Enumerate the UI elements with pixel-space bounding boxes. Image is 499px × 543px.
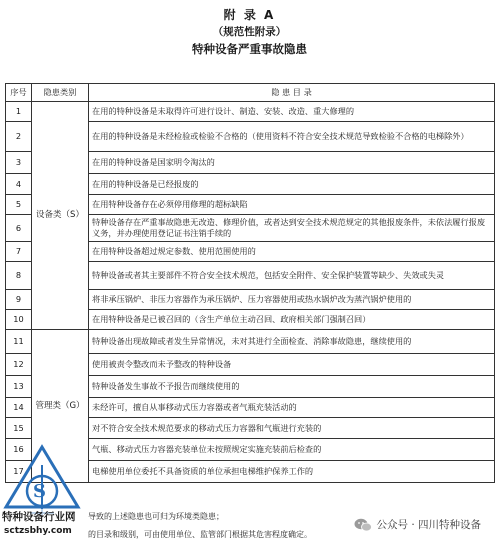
row-text: 在用特种设备超过规定参数、使用范围使用的 (89, 242, 495, 262)
public-account-text: 公众号 · 四川特种设备 (376, 519, 481, 531)
row-text: 特种设备发生事故不予报告而继续使用的 (89, 376, 495, 398)
row-text: 在用特种设备是已被召回的（含生产单位主动召回、政府相关部门强制召回） (89, 310, 495, 330)
hazard-table (5, 83, 495, 483)
row-text: 在用特种设备存在必须停用修理的超标缺陷 (89, 195, 495, 215)
row-number: 15 (6, 418, 32, 439)
row-text: 未经许可，擅自从事移动式压力容器或者气瓶充装活动的 (89, 398, 495, 418)
row-number: 1 (6, 102, 32, 122)
svg-text:S: S (33, 481, 46, 502)
row-number: 9 (6, 290, 32, 310)
row-text: 在用的特种设备是未经检验或检验不合格的（使用资料不符合安全技术规范导致检验不合格的电梯除外） (89, 122, 495, 152)
wechat-icon (354, 518, 372, 532)
footnote-line-2: 的目录和级别，可由使用单位、监管部门根据其危害程度确定。 (88, 530, 312, 539)
row-text: 将非承压锅炉、非压力容器作为承压锅炉、压力容器使用或热水锅炉改为蒸汽锅炉使用的 (89, 290, 495, 310)
row-text: 在用的特种设备是未取得许可进行设计、制造、安装、改造、重大修理的 (89, 102, 495, 122)
column-header-items: 隐 患 目 录 (89, 84, 495, 102)
row-number: 13 (6, 376, 32, 398)
row-number: 11 (6, 330, 32, 354)
row-number: 5 (6, 195, 32, 215)
category-equipment: 设备类（S） (32, 102, 89, 330)
row-text: 特种设备出现故障或者发生异常情况，未对其进行全面检查、消除事故隐患，继续使用的 (89, 330, 495, 354)
page-title: 特种设备严重事故隐患 (192, 42, 307, 56)
row-text: 气瓶、移动式压力容器充装单位未按照规定实施充装前后检查的 (89, 439, 495, 461)
row-number: 16 (6, 439, 32, 461)
row-number: 12 (6, 354, 32, 376)
row-number: 8 (6, 262, 32, 290)
row-number: 10 (6, 310, 32, 330)
footnote-line-1: 导致的上述隐患也可归为环境类隐患； (88, 512, 224, 521)
row-text: 对不符合安全技术规范要求的移动式压力容器和气瓶进行充装的 (89, 418, 495, 439)
row-number: 7 (6, 242, 32, 262)
watermark-url: sctzsbhy.com (4, 526, 72, 536)
column-header-no: 序号 (6, 84, 32, 102)
public-account-label (354, 517, 481, 532)
row-number: 4 (6, 174, 32, 195)
normative-note: （规范性附录） (212, 26, 287, 38)
row-text: 在用的特种设备是已经报废的 (89, 174, 495, 195)
row-text: 特种设备或者其主要部件不符合安全技术规范，包括安全附件、安全保护装置等缺少、失效或失灵 (89, 262, 495, 290)
table-row (6, 330, 495, 354)
watermark-site-name: 特种设备行业网 (2, 511, 76, 523)
row-text: 特种设备存在严重事故隐患无改造、修理价值，或者达到安全技术规范规定的其他报废条件，未依法履行报废义务，并办理使用登记证书注销手续的 (89, 215, 495, 242)
row-text: 在用的特种设备是国家明令淘汰的 (89, 152, 495, 174)
row-number: 17 (6, 461, 32, 483)
row-text: 使用被责令整改而未予整改的特种设备 (89, 354, 495, 376)
table-header-row (6, 84, 495, 102)
row-number: 3 (6, 152, 32, 174)
appendix-heading: 附 录 A (223, 8, 276, 22)
row-number: 14 (6, 398, 32, 418)
column-header-category: 隐患类别 (32, 84, 89, 102)
row-number: 6 (6, 215, 32, 242)
row-text: 电梯使用单位委托不具备资质的单位承担电梯维护保养工作的 (89, 461, 495, 483)
table-row (6, 102, 495, 122)
row-number: 2 (6, 122, 32, 152)
category-management: 管理类（G） (32, 330, 89, 483)
